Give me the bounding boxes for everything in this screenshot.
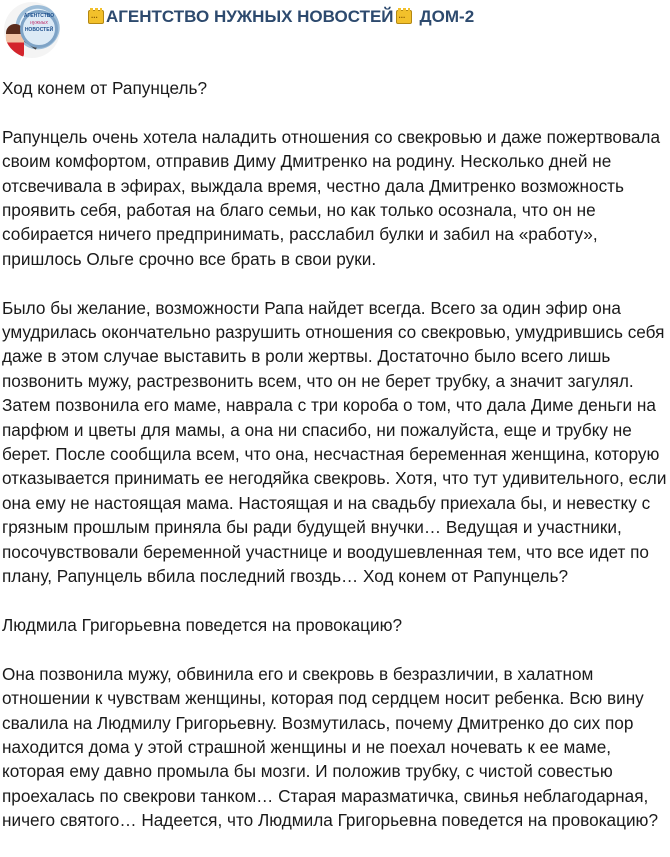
- avatar-text-line: нужных: [30, 20, 48, 26]
- channel-subtitle-text: ДОМ-2: [419, 7, 475, 26]
- post-body: [2, 76, 668, 857]
- crown-emoji-icon: [396, 10, 412, 24]
- avatar-text-line: АГЕНТСТВО: [23, 13, 55, 19]
- post-heading: Ход конем от Рапунцель?: [2, 78, 208, 98]
- post-heading: Людмила Григорьевна поведется на провокацию?: [2, 614, 403, 635]
- channel-header: [0, 0, 670, 62]
- post-paragraph: Она позвонила мужу, обвинила его и свекровь в безразличии, в халатном отношении к чувствам женщины, которая под сердцем носит ребенка. Всю вину свалила на Людмилу Григорьевну. Возмутилась, почему Дмитренко до сих пор находится дома у этой страшной женщины и не поехал ночевать к ее маме, которая ему давно промыла бы мозги. И положив трубку, с чистой совестью проехалась по свекрови танком… Старая маразматичка, свинья неблагодарная, ничего святого… Надеется, что Людмила Григорьевна поведется на провокацию?: [2, 663, 658, 831]
- crown-emoji-icon: [88, 10, 104, 24]
- channel-title[interactable]: [88, 7, 474, 27]
- post-paragraph: Было бы желание, возможности Рапа найдет всегда. Всего за один эфир она умудрилась окончательно разрушить отношения со свекровью, умудрившись себя даже в этом случае выставить в роли жертвы. Достаточно было всего лишь позвонить мужу, растрезвонить всем, что он не берет трубку, а значит загулял. Затем позвонила его маме, наврала с три короба о том, что дала Диме деньги на парфюм и цветы для мамы, а она ни спасибо, ни пожалуйста, еще и трубку не берет. После сообщила всем, что она, несчастная беременная женщина, которую отказывается принимать ее негодяйка свекровь. Хотя, что тут удивительного, если она ему не настоящая мама. Настоящая и на свадьбу приехала бы, и невестку с грязным прошлым приняла бы ради будущей внучки… Ведущая и участники, посочувствовали беременной участнице и воодушевленная тем, что все идет по плану, Рапунцель вбила последний гвоздь… Ход конем от Рапунцель?: [2, 297, 667, 587]
- channel-avatar[interactable]: [4, 2, 60, 58]
- avatar-text-line: НОВОСТЕЙ: [24, 27, 54, 33]
- magnifier-icon: [20, 10, 58, 48]
- channel-title-text: АГЕНТСТВО НУЖНЫХ НОВОСТЕЙ: [106, 7, 394, 26]
- post-paragraph: Рапунцель очень хотела наладить отношения со свекровью и даже пожертвовала своим комфортом, отправив Диму Дмитренко на родину. Несколько дней не отсвечивала в эфирах, выждала время, честно дала Дмитренко возможность проявить себя, работая на благо семьи, но как только осознала, что он не собирается ничего предпринимать, расслабил булки и забил на «работу», пришлось Ольге срочно все брать в свои руки.: [2, 126, 661, 269]
